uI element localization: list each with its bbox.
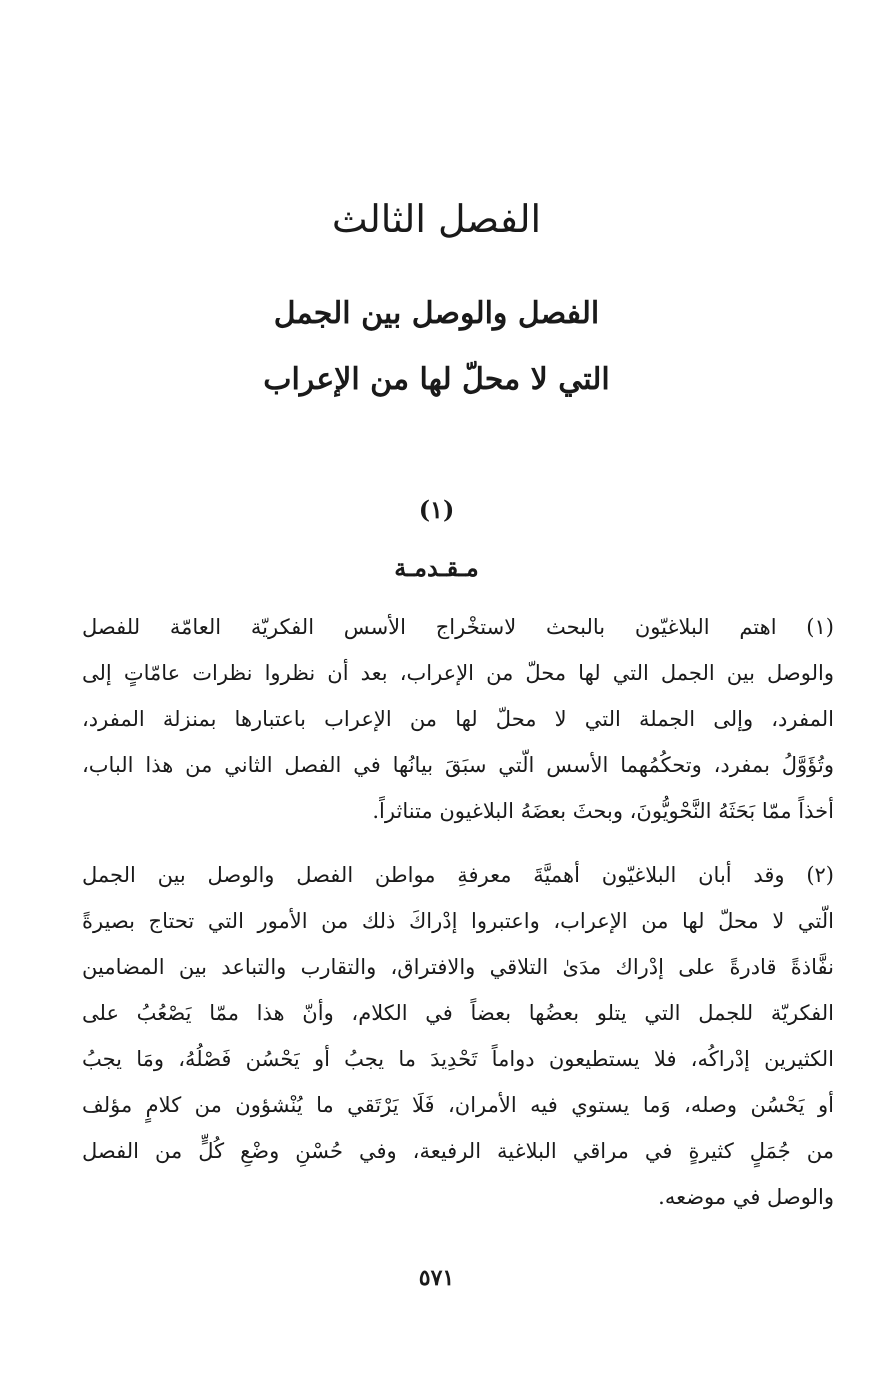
chapter-title-line-1: الفصل والوصل بين الجمل (273, 296, 600, 331)
paragraph-line: المفرد، وإلى الجملة التي لا محلّ لها من الإعراب باعتبارها بمنزلة المفرد، (82, 707, 834, 731)
paragraph-line: الّتي لا محلّ لها من الإعراب، واعتبروا إدْراكَ ذلك من الأمور التي تحتاج بصيرةً (82, 909, 834, 933)
paragraph-line: نفَّاذةً قادرةً على إدْراك مدَىٰ التلاقي والافتراق، والتقارب والتباعد بين المضامين (82, 955, 834, 979)
paragraph-line: أو يَحْسُن وصله، وَما يستوي فيه الأمران، فَلَا يَرْتَقي ما يُنْشؤون من كلامٍ مؤلف (82, 1093, 834, 1117)
paragraph-line: والوصل بين الجمل التي لها محلّ من الإعراب، بعد أن نظروا نظرات عامّاتٍ إلى (82, 661, 834, 685)
paragraph-line: (٢) وقد أبان البلاغيّون أهميَّةَ معرفةِ مواطن الفصل والوصل بين الجمل (82, 863, 834, 887)
paragraph-line: الفكريّة للجمل التي يتلو بعضُها بعضاً في الكلام، وأنّ هذا ممّا يَصْعُبُ على (82, 1001, 834, 1025)
section-number: (١) (418, 495, 455, 524)
paragraph-1 (82, 604, 834, 834)
section-title: مـقـدمـة (394, 553, 479, 582)
paragraph-2 (82, 852, 834, 1220)
paragraph-line: وتُؤَوَّلُ بمفرد، وتحكُمُهما الأسس الّتي سبَقَ بيانُها في الفصل الثاني من هذا الباب، (82, 753, 834, 777)
paragraph-line: أخذاً ممّا بَحَثَهُ النَّحْويُّونَ، وبحثَ بعضَهُ البلاغيون متناثراً. (372, 799, 834, 823)
paragraph-line: الكثيرين إدْراكُه، فلا يستطيعون دواماً تَحْدِيدَ ما يجبُ أو يَحْسُن فَصْلُهُ، ومَا يجبُ (82, 1047, 834, 1071)
paragraph-line: (١) اهتم البلاغيّون بالبحث لاستخْراج الأسس الفكريّة العامّة للفصل (82, 615, 834, 639)
chapter-title-line-2: التي لا محلّ لها من الإعراب (263, 362, 610, 397)
chapter-label: الفصل الثالث (331, 197, 542, 241)
page-number: ٥٧١ (418, 1265, 455, 1291)
paragraph-line: من جُمَلٍ كثيرةٍ في مراقي البلاغية الرفيعة، وفي حُسْنِ وضْعِ كُلٍّ من الفصل (82, 1139, 834, 1163)
paragraph-line: والوصل في موضعه. (658, 1185, 834, 1209)
